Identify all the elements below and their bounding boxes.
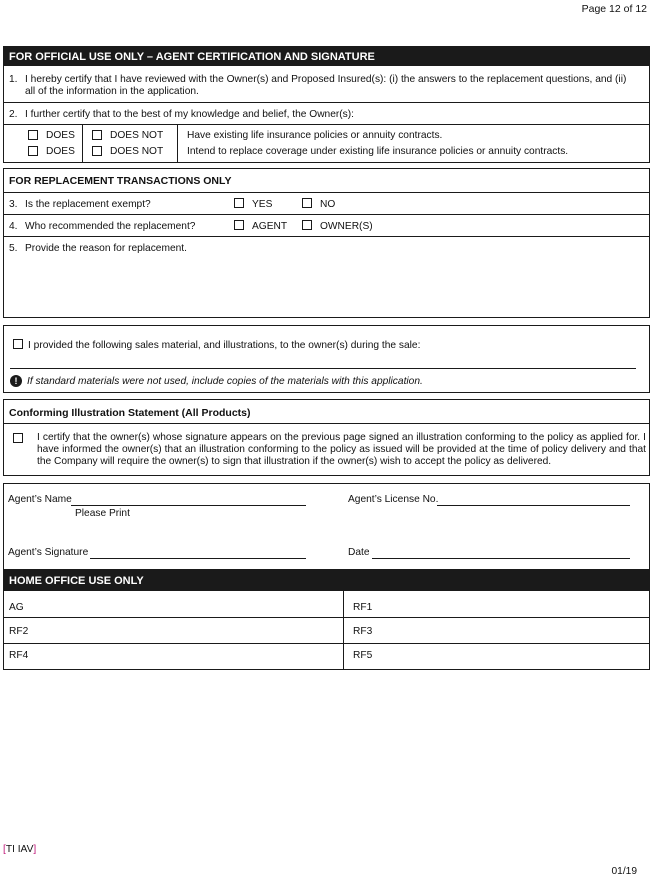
exempt-yes-label: YES	[252, 199, 273, 210]
please-print-hint: Please Print	[75, 508, 130, 519]
item-1-number: 1.	[9, 74, 18, 85]
date-label: Date	[348, 547, 370, 558]
does-checkbox-existing[interactable]	[28, 130, 38, 140]
q5-text: Provide the reason for replacement.	[25, 243, 187, 254]
exempt-no-checkbox[interactable]	[302, 198, 312, 208]
recommended-owner-label: OWNER(S)	[320, 221, 373, 232]
does-not-checkbox-replace[interactable]	[92, 146, 102, 156]
exempt-yes-checkbox[interactable]	[234, 198, 244, 208]
item-1-text: I hereby certify that I have reviewed with the Owner(s) and Proposed Insured(s): (i) the answers to the replacement questions, and (ii) all of the information in the application.	[25, 74, 627, 97]
agent-signature-label: Agent’s Signature	[8, 547, 89, 558]
q4-number: 4.	[9, 221, 18, 232]
q3-text: Is the replacement exempt?	[25, 199, 151, 210]
sales-material-text: I provided the following sales material, and illustrations, to the owner(s) during the sale:	[28, 340, 421, 351]
home-office-cell-rf2: RF2	[9, 626, 29, 637]
form-code	[3, 844, 36, 856]
does-checkbox-replace[interactable]	[28, 146, 38, 156]
home-office-section	[3, 570, 650, 670]
replacement-title: FOR REPLACEMENT TRANSACTIONS ONLY	[9, 175, 232, 187]
sales-material-checkbox[interactable]	[13, 339, 23, 349]
does-not-label-replace: DOES NOT	[110, 146, 164, 157]
q5-number: 5.	[9, 243, 18, 254]
home-office-cell-rf3: RF3	[353, 626, 373, 637]
agent-name-line[interactable]	[71, 505, 306, 506]
form-date: 01/19	[611, 866, 637, 877]
agent-signature-line[interactable]	[90, 558, 306, 559]
home-office-title: HOME OFFICE USE ONLY	[4, 571, 649, 591]
home-office-cell-ag: AG	[9, 602, 24, 613]
q3-number: 3.	[9, 199, 18, 210]
does-not-checkbox-existing[interactable]	[92, 130, 102, 140]
conforming-checkbox[interactable]	[13, 433, 23, 443]
item-2-text: I further certify that to the best of my knowledge and belief, the Owner(s):	[25, 109, 354, 120]
form-code-text: TI IAV	[5, 844, 34, 855]
item-2-number: 2.	[9, 109, 18, 120]
conforming-title: Conforming Illustration Statement (All Products)	[9, 407, 251, 419]
home-office-cell-rf5: RF5	[353, 650, 373, 661]
existing-policies-text: Have existing life insurance policies or annuity contracts.	[187, 130, 443, 141]
agent-fields-section	[3, 483, 650, 570]
agent-license-line[interactable]	[437, 505, 630, 506]
agent-name-label: Agent’s Name	[8, 494, 72, 505]
does-label-existing: DOES	[46, 130, 75, 141]
recommended-owner-checkbox[interactable]	[302, 220, 312, 230]
form-code-close: ]	[33, 844, 37, 855]
replacement-reason-area[interactable]	[8, 257, 645, 315]
replace-coverage-text: Intend to replace coverage under existing life insurance policies or annuity contracts.	[187, 146, 569, 157]
agent-certification-title: FOR OFFICIAL USE ONLY – AGENT CERTIFICATION AND SIGNATURE	[4, 47, 649, 66]
replacement-section	[3, 168, 650, 318]
date-line[interactable]	[372, 558, 630, 559]
recommended-agent-checkbox[interactable]	[234, 220, 244, 230]
exclamation-icon: !	[10, 375, 22, 387]
conforming-text: I certify that the owner(s) whose signature appears on the previous page signed an illustration conforming to the policy as applied for. I have informed the owner(s) that an illustration conforming to the policy as issued will be provided at the time of policy delivery and that the Company will require the owner(s) to sign that illustration if the owner(s) wish to accept the policy as delivered.	[37, 432, 646, 467]
form-code-open: [	[3, 844, 6, 855]
does-label-replace: DOES	[46, 146, 75, 157]
agent-license-label: Agent’s License No.	[348, 494, 439, 505]
conforming-section	[3, 399, 650, 476]
page-number: Page 12 of 12	[581, 3, 647, 15]
recommended-agent-label: AGENT	[252, 221, 288, 232]
sales-material-note: If standard materials were not used, include copies of the materials with this application.	[27, 376, 423, 387]
q4-text: Who recommended the replacement?	[25, 221, 196, 232]
home-office-cell-rf4: RF4	[9, 650, 29, 661]
does-not-label-existing: DOES NOT	[110, 130, 164, 141]
sales-material-line[interactable]	[10, 368, 636, 369]
sales-material-section	[3, 325, 650, 393]
home-office-cell-rf1: RF1	[353, 602, 373, 613]
agent-certification-section	[3, 46, 650, 163]
exempt-no-label: NO	[320, 199, 336, 210]
